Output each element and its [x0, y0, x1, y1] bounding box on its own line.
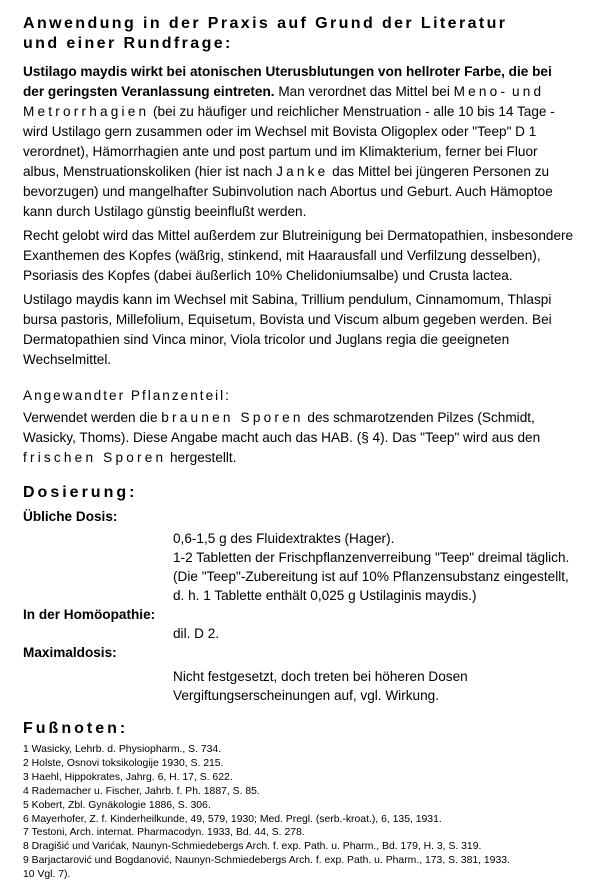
- plant-text-1: Verwendet werden die: [23, 410, 162, 425]
- dosage-homeopathy-value: dil. D 2.: [173, 626, 220, 641]
- title-line-2: und einer Rundfrage:: [23, 35, 233, 52]
- footnote-list: [23, 743, 575, 882]
- plant-text-3: hergestellt.: [166, 450, 237, 465]
- indication-bold-lead: Ustilago maydis wirkt bei atonischen Uterusblutungen von hellroter Farbe, die bei der geringsten Veranlassung eintreten.: [23, 64, 552, 99]
- footnote-item: 8 Dragišić und Varićak, Naunyn-Schmiedebergs Arch. f. exp. Path. u. Pharm., Bd. 179, H. 3, S. 319.: [23, 841, 482, 853]
- footnote-item: 3 Haehl, Hippokrates, Jahrg. 6, H. 17, S. 622.: [23, 771, 233, 783]
- footnote-item: 6 Mayerhofer, Z. f. Kinderheilkunde, 49, 579, 1930; Med. Pregl. (serb.-kroat.), 6, 135, 1931.: [23, 813, 442, 825]
- footnote-item: 4 Rademacher u. Fischer, Jahrb. f. Ph. 1887, S. 85.: [23, 785, 260, 797]
- footnote-item: 2 Holste, Osnovi toksikologije 1930, S. 215.: [23, 757, 224, 769]
- para1-text-3: das Mittel bei jüngeren Personen zu bevorzugen) und mangelhafter Subinvolution nach Abortus und Geburt. Auch Hämoptoe kann durch Ustilago günstig beeinflußt werden.: [23, 164, 553, 219]
- footnote-item: 7 Testoni, Arch. internat. Pharmacodyn. 1933, Bd. 44, S. 278.: [23, 827, 305, 839]
- section-heading-footnotes: Fußnoten:: [23, 720, 129, 737]
- section-heading-plant-part: Angewandter Pflanzenteil:: [23, 388, 231, 403]
- paragraph-indications: [23, 62, 575, 222]
- paragraph-alternating-remedies: Ustilago maydis kann im Wechsel mit Sabina, Trillium pendulum, Cinnamomum, Thlaspi bursa pastoris, Millefolium, Equisetum, Bovista und Viscum album gegeben werden. Bei Dermatopathien sind Vinca minor, Viola tricolor und Juglans regia die geeigneten Wechselmittel.: [23, 292, 552, 367]
- section-heading-dosage: Dosierung:: [23, 484, 138, 501]
- dosage-homeopathy-label: In der Homöopathie:: [23, 607, 156, 622]
- dosage-usual-value-2: 1-2 Tabletten der Frischpflanzenverreibung "Teep" dreimal täglich.: [173, 550, 570, 565]
- paragraph-plant-part: [23, 408, 575, 468]
- plant-text-2: des schmarotzenden Pilzes (Schmidt, Wasicky, Thoms). Diese Angabe macht auch das HAB. (§ 4). Das "Teep" wird aus den: [23, 410, 541, 445]
- para1-text-2: (bei zu häufiger und reichlicher Menstruation - alle 10 bis 14 Tage - wird Ustilago gern zusammen oder im Wechsel mit Bovista Oligoplex oder "Teep" D 1 verordnet), Hämorrhagien ante und post partum und im Klimakterium, ferner bei Fluor albus, Menstruationskoliken (hier ist nach: [23, 104, 555, 179]
- dosage-usual-label: Übliche Dosis:: [23, 509, 118, 524]
- dosage-usual-value-3: (Die "Teep"-Zubereitung ist auf 10% Pflanzensubstanz eingestellt, d. h. 1 Tablette enthält 0,025 g Ustilaginis maydis.): [173, 569, 569, 603]
- footnote-item: 9 Barjactarović und Bogdanović, Naunyn-Schmiedebergs Arch. f. exp. Path. u. Pharm., 173, S. 381, 1933.: [23, 855, 510, 867]
- plant-spaced-1: braunen Sporen: [161, 410, 304, 425]
- para1-spaced-1: Meno-: [453, 84, 509, 99]
- dosage-max-label: Maximaldosis:: [23, 645, 117, 660]
- footnote-item: 5 Kobert, Zbl. Gynäkologie 1886, S. 306.: [23, 799, 211, 811]
- title-line-1: Anwendung in der Praxis auf Grund der Literatur: [23, 15, 508, 32]
- dosage-max-value: Nicht festgesetzt, doch treten bei höheren Dosen Vergiftungserscheinungen auf, vgl. Wirkung.: [173, 669, 468, 703]
- paragraph-dermatopathies: Recht gelobt wird das Mittel außerdem zur Blutreinigung bei Dermatopathien, insbesondere Exanthemen des Kopfes (wäßrig, stinkend, mit Haarausfall und Verfilzung desselben), Psoriasis des Kopfes (dabei äußerlich 10% Chelidoniumsalbe) und Crusta lactea.: [23, 228, 574, 283]
- dosage-usual-value-1: 0,6-1,5 g des Fluidextraktes (Hager).: [173, 531, 395, 546]
- para1-spaced-2: und Metrorrhagien: [23, 84, 545, 119]
- para1-text-1: Man verordnet das Mittel bei: [274, 84, 454, 99]
- plant-spaced-2: frischen Sporen: [23, 450, 167, 465]
- para1-spaced-author: Janke: [276, 164, 329, 179]
- footnote-item: 10 Vgl. 7).: [23, 869, 71, 881]
- page-title: [23, 14, 575, 54]
- footnote-item: 1 Wasicky, Lehrb. d. Physiopharm., S. 734.: [23, 744, 222, 755]
